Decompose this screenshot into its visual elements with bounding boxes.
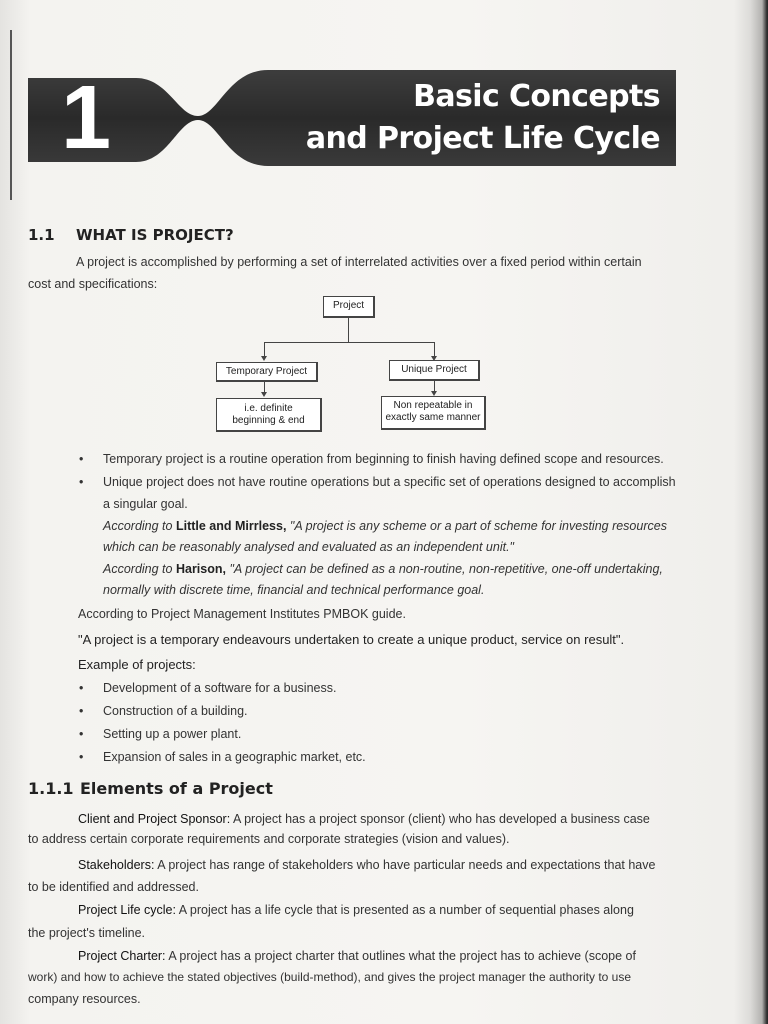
section-heading-1-1 [28, 226, 234, 244]
quote-little-line1 [103, 516, 693, 536]
element-line2: to be identified and addressed. [28, 880, 199, 894]
page-right-binding-shadow [734, 0, 768, 1024]
diagram-connector [348, 318, 349, 342]
diagram-connector [264, 342, 434, 343]
element-text: A project has a project charter that outlines what the project has to achieve (scope of [165, 949, 636, 963]
diagram-node-non-repeatable [381, 396, 486, 430]
pmbok-line: According to Project Management Institutes PMBOK guide. [78, 607, 406, 621]
section-title: Elements of a Project [80, 779, 273, 798]
element-line2: the project's timeline. [28, 926, 146, 940]
element-line2: to address certain corporate requirements and corporate strategies (vision and values). [28, 832, 510, 846]
diagram-node-definite [216, 398, 322, 432]
quote-harison-line2: normally with discrete time, financial and technical performance goal. [103, 583, 485, 597]
element-text: A project has range of stakeholders who have particular needs and expectations that have [154, 858, 656, 872]
list-item-text: Construction of a building. [103, 704, 248, 718]
diagram-connector [434, 381, 435, 391]
diagram-connector [264, 382, 265, 392]
list-item-continuation: a singular goal. [103, 497, 188, 511]
quote-text: "A project is any scheme or a part of scheme for investing resources [286, 519, 667, 533]
diagram-connector [264, 342, 265, 356]
chapter-number: 1 [60, 68, 112, 168]
chapter-title-line1: Basic Concepts [413, 79, 660, 114]
bullet-icon: • [79, 704, 84, 718]
diagram-detail-line: beginning & end [232, 415, 305, 426]
list-item-text: Unique project does not have routine operations but a specific set of operations designed to accomplish [103, 475, 676, 489]
bullet-icon: • [79, 750, 84, 764]
chapter-title [306, 76, 660, 160]
diagram-detail-line: Non repeatable in [393, 400, 473, 411]
bullet-icon: • [79, 681, 84, 695]
list-item-text: Expansion of sales in a geographic market, etc. [103, 750, 366, 764]
element-label: Client and Project Sponsor: [78, 812, 231, 826]
section-title: WHAT IS PROJECT? [76, 226, 234, 244]
element-line3: company resources. [28, 992, 141, 1006]
element-label: Stakeholders: [78, 858, 155, 872]
diagram-node-project: Project [323, 296, 375, 318]
diagram-connector [434, 342, 435, 356]
quote-little-line2: which can be reasonably analysed and evaluated as an independent unit." [103, 540, 514, 554]
element-text: A project has a life cycle that is presented as a number of sequential phases along [175, 903, 634, 917]
intro-line-2: cost and specifications: [28, 277, 158, 291]
quote-prefix: According to [103, 562, 176, 576]
section-number: 1.1.1 [28, 779, 74, 798]
quote-text: "A project can be defined as a non-routine, non-repetitive, one-off undertaking, [225, 562, 663, 576]
diagram-detail-line: exactly same manner [385, 412, 481, 423]
page-left-edge-mark [10, 30, 12, 200]
examples-heading: Example of projects: [78, 657, 196, 672]
quote-author: Harison, [175, 562, 226, 576]
diagram-arrow [261, 392, 267, 397]
quote-harison-line1 [103, 559, 693, 579]
pmbok-quote: "A project is a temporary endeavours undertaken to create a unique product, service on result". [78, 632, 625, 647]
section-heading-1-1-1 [28, 779, 273, 798]
element-line1 [78, 855, 678, 875]
bullet-icon: • [79, 452, 84, 466]
diagram-node-temporary-project: Temporary Project [216, 362, 318, 382]
list-item-text: Setting up a power plant. [103, 727, 242, 741]
section-number: 1.1 [28, 226, 55, 244]
element-text: A project has a project sponsor (client) who has developed a business case [230, 812, 650, 826]
bullet-icon: • [79, 727, 84, 741]
list-item-text: Temporary project is a routine operation from beginning to finish having defined scope and resources. [103, 452, 664, 466]
element-label: Project Life cycle: [78, 903, 176, 917]
element-line1 [78, 900, 678, 920]
list-item-text: Development of a software for a business. [103, 681, 337, 695]
element-line2: work) and how to achieve the stated objectives (build-method), and gives the project manager the authority to use [28, 970, 632, 984]
intro-line-1: A project is accomplished by performing a set of interrelated activities over a fixed period within certain [76, 255, 642, 269]
diagram-arrow [261, 356, 267, 361]
element-line1 [78, 809, 678, 829]
element-label: Project Charter: [78, 949, 166, 963]
quote-prefix: According to [103, 519, 176, 533]
diagram-node-unique-project: Unique Project [389, 360, 480, 381]
chapter-title-line2: and Project Life Cycle [305, 121, 660, 156]
quote-author: Little and Mirrless, [175, 519, 287, 533]
diagram-detail-line: i.e. definite [244, 403, 293, 414]
element-line1 [78, 946, 684, 966]
bullet-icon: • [79, 475, 84, 489]
